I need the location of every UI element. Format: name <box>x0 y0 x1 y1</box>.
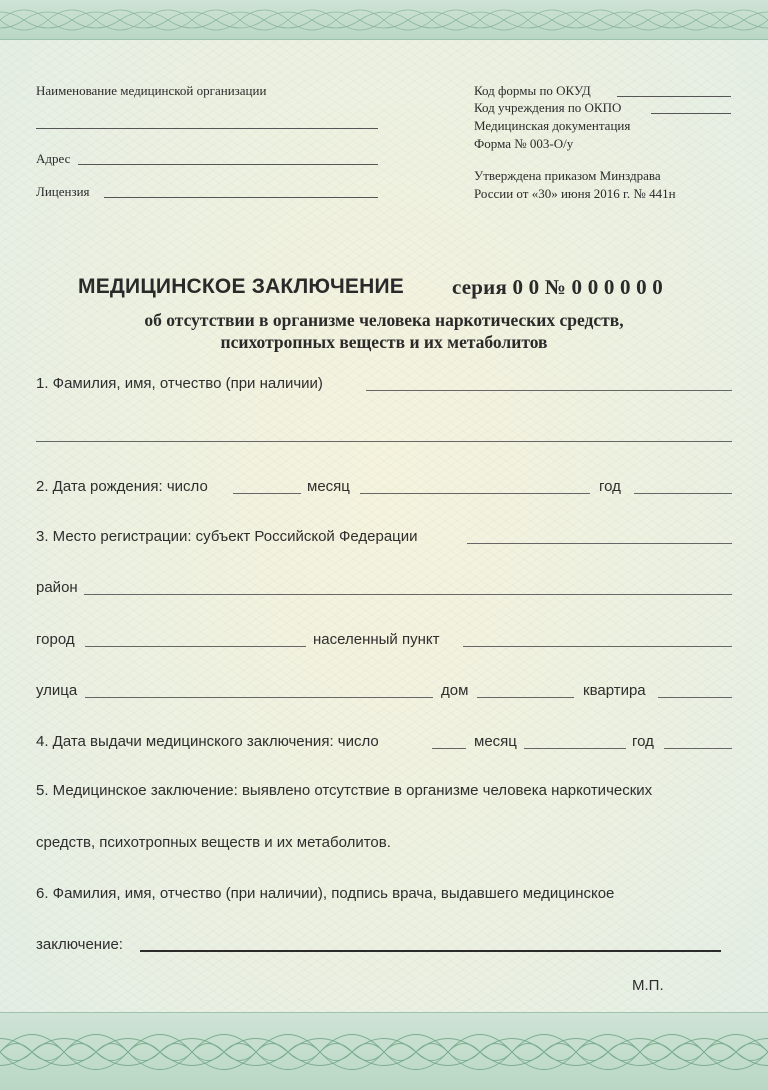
issue-day-line[interactable] <box>432 748 466 749</box>
okpo-label: Код учреждения по ОКПО <box>474 100 622 115</box>
full-name-line-2[interactable] <box>36 441 732 442</box>
birth-day-line[interactable] <box>233 493 301 494</box>
org-name-line[interactable] <box>36 128 378 129</box>
form-number: Форма № 003-О/у <box>474 136 574 151</box>
issue-date-label: 4. Дата выдачи медицинского заключения: число <box>36 733 379 750</box>
district-line[interactable] <box>84 594 732 595</box>
series-number: серия 0 0 № 0 0 0 0 0 0 <box>452 275 663 299</box>
org-name-label: Наименование медицинской организации <box>36 83 267 98</box>
street-label: улица <box>36 682 78 699</box>
settlement-label: населенный пункт <box>313 631 440 648</box>
house-line[interactable] <box>477 697 574 698</box>
bottom-guilloche-border <box>0 1012 768 1090</box>
okud-line[interactable] <box>617 96 731 97</box>
city-line[interactable] <box>85 646 306 647</box>
house-label: дом <box>441 682 469 699</box>
address-line[interactable] <box>78 164 378 165</box>
issue-year-line[interactable] <box>664 748 732 749</box>
top-guilloche-border <box>0 0 768 40</box>
apartment-label: квартира <box>583 682 646 699</box>
doctor-label-line-1: 6. Фамилия, имя, отчество (при наличии), подпись врача, выдавшего медицинское <box>36 885 615 902</box>
document-subtitle-line-2: психотропных веществ и их метаболитов <box>220 332 548 352</box>
birth-year-label: год <box>599 478 621 495</box>
issue-month-label: месяц <box>474 733 517 750</box>
approved-line-2: России от «30» июня 2016 г. № 441н <box>474 186 676 201</box>
birth-year-line[interactable] <box>634 493 732 494</box>
conclusion-text-line-2: средств, психотропных веществ и их метаболитов. <box>36 834 391 851</box>
registration-subject-line[interactable] <box>467 543 732 544</box>
okpo-line[interactable] <box>651 113 731 114</box>
apartment-line[interactable] <box>658 697 732 698</box>
settlement-line[interactable] <box>463 646 732 647</box>
stamp-place-label: М.П. <box>632 977 664 994</box>
birth-month-line[interactable] <box>360 493 590 494</box>
birth-month-label: месяц <box>307 478 350 495</box>
license-line[interactable] <box>104 197 378 198</box>
district-label: район <box>36 579 78 596</box>
approved-line-1: Утверждена приказом Минздрава <box>474 168 661 183</box>
issue-year-label: год <box>632 733 654 750</box>
street-line[interactable] <box>85 697 433 698</box>
full-name-line[interactable] <box>366 390 732 391</box>
license-label: Лицензия <box>36 184 90 199</box>
city-label: город <box>36 631 75 648</box>
doctor-signature-line[interactable] <box>140 950 721 952</box>
okud-label: Код формы по ОКУД <box>474 83 591 98</box>
conclusion-text-line-1: 5. Медицинское заключение: выявлено отсутствие в организме человека наркотических <box>36 782 653 799</box>
issue-month-line[interactable] <box>524 748 626 749</box>
med-docs-label: Медицинская документация <box>474 118 631 133</box>
birth-date-label: 2. Дата рождения: число <box>36 478 208 495</box>
document-title: МЕДИЦИНСКОЕ ЗАКЛЮЧЕНИЕ <box>78 275 404 298</box>
full-name-label: 1. Фамилия, имя, отчество (при наличии) <box>36 375 323 392</box>
document-subtitle-line-1: об отсутствии в организме человека наркотических средств, <box>144 310 624 330</box>
registration-label: 3. Место регистрации: субъект Российской Федерации <box>36 528 418 545</box>
doctor-label-line-2: заключение: <box>36 936 123 953</box>
address-label: Адрес <box>36 151 71 166</box>
